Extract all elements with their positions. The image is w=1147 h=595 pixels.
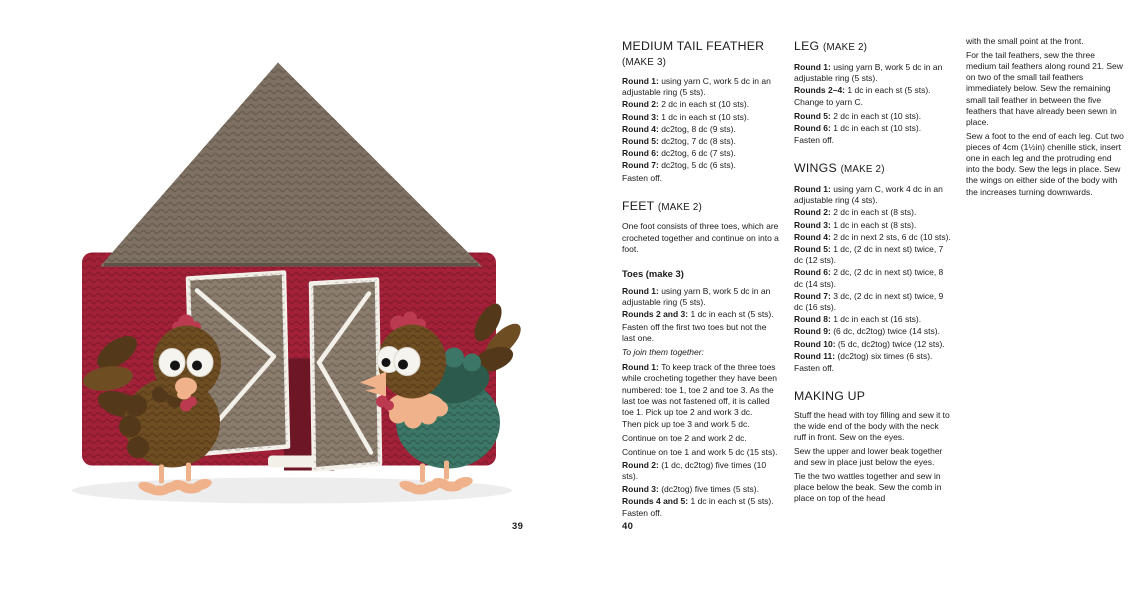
barn-illustration — [60, 58, 565, 513]
paragraph: Tie the two wattles together and sew in place below the beak. Sew the comb in place on top of the head — [794, 470, 942, 504]
paragraph: Fasten off. — [794, 135, 835, 146]
instruction-step: Round 6: 2 dc, (2 dc in next st) twice, 8 dc (14 sts). — [794, 267, 944, 289]
text-columns — [622, 36, 1124, 522]
instruction-step: Round 2: (1 dc, dc2tog) five times (10 sts). — [622, 460, 767, 482]
italic-note: To join them together: — [622, 347, 704, 358]
instruction-step: Round 3: (dc2tog) five times (5 sts). — [622, 483, 759, 494]
chicken-right-eyes — [377, 347, 420, 376]
paragraph: Sew the upper and lower beak together and sew in place just below the eyes. — [794, 445, 943, 467]
instruction-step: Round 3: 1 dc in each st (8 sts). — [794, 219, 917, 230]
section-heading: LEG (MAKE 2) — [794, 39, 868, 53]
instruction-step: Round 6: 1 dc in each st (10 sts). — [794, 123, 922, 134]
sub-heading: Toes (make 3) — [622, 267, 684, 279]
instruction-step: Round 2: 2 dc in each st (10 sts). — [622, 99, 750, 110]
section-heading: FEET (MAKE 2) — [622, 198, 702, 213]
paragraph: Fasten off. — [794, 362, 835, 373]
column-1 — [622, 36, 780, 522]
column-2 — [794, 36, 952, 522]
paragraph: Then pick up toe 3 and work 5 dc. — [622, 419, 750, 430]
left-page — [0, 0, 573, 595]
paragraph: with the small point at the front. — [966, 36, 1084, 46]
right-page — [573, 0, 1147, 595]
instruction-step: Round 3: 1 dc in each st (10 sts). — [622, 111, 750, 122]
instruction-step: Rounds 2 and 3: 1 dc in each st (5 sts). — [622, 309, 774, 320]
section-heading: WINGS (MAKE 2) — [794, 161, 885, 176]
barn-door-right — [311, 280, 380, 470]
column-3 — [966, 36, 1124, 522]
paragraph: Continue on toe 2 and work 2 dc. — [622, 432, 747, 443]
instruction-step: Round 11: (dc2tog) six times (6 sts). — [794, 350, 933, 361]
instruction-step: Round 7: dc2tog, 5 dc (6 sts). — [622, 160, 736, 171]
instruction-step: Round 4: dc2tog, 8 dc (9 sts). — [622, 123, 736, 134]
page-number-right: 40 — [622, 521, 634, 532]
paragraph: Sew a foot to the end of each leg. Cut two pieces of 4cm (1½in) chenille stick, insert one in each leg and the protruding end into the body. Sew the legs in place. Sew the wings on either side of the body with the increases turning downwards. — [966, 130, 1124, 197]
paragraph: For the tail feathers, sew the three medium tail feathers along round 21. Sew on two of the small tail feathers immediately below. Sew the remaining small tail feather in between the five feathers that have already been sewn in place. — [966, 49, 1123, 127]
instruction-step: Round 7: 3 dc, (2 dc in next st) twice, 9 dc (16 sts). — [794, 290, 944, 312]
instruction-step: Round 1: using yarn B, work 5 dc in an adjustable ring (5 sts). — [794, 61, 943, 83]
instruction-step: Rounds 2–4: 1 dc in each st (5 sts). — [794, 84, 931, 95]
barn-photo — [60, 58, 565, 513]
paragraph: Fasten off the first two toes but not the last one. — [622, 321, 767, 343]
instruction-step: Round 10: (5 dc, dc2tog) twice (12 sts). — [794, 338, 945, 349]
instruction-step: Round 5: dc2tog, 7 dc (8 sts). — [622, 136, 736, 147]
instruction-step: Round 5: 1 dc, (2 dc in next st) twice, 7 dc (12 sts). — [794, 243, 944, 266]
barn-roof — [100, 63, 482, 267]
instruction-step: Round 1: To keep track of the three toes while crocheting together they have been numbered: toe 1, toe 2 and toe 3. As the last toe was not fastened off, it is called toe 1. Pick up toe 2 and work 3 dc. — [622, 362, 777, 417]
instruction-step: Round 1: using yarn B, work 5 dc in an adjustable ring (5 sts). — [622, 285, 771, 308]
instruction-step: Round 4: 2 dc in next 2 sts, 6 dc (10 sts). — [794, 231, 951, 242]
instruction-step: Rounds 4 and 5: 1 dc in each st (5 sts). — [622, 495, 774, 506]
instruction-step: Round 1: using yarn C, work 5 dc in an adjustable ring (5 sts). — [622, 76, 771, 98]
section-heading: MAKING UP — [794, 389, 866, 404]
section-heading: MEDIUM TAIL FEATHER (MAKE 3) — [622, 39, 765, 68]
instruction-step: Round 1: using yarn C, work 4 dc in an adjustable ring (4 sts). — [794, 183, 943, 206]
paragraph: One foot consists of three toes, which are crocheted together and continue on into a foot. — [622, 221, 779, 254]
paragraph: Fasten off. — [622, 508, 663, 519]
instruction-step: Round 8: 1 dc in each st (16 sts). — [794, 314, 922, 325]
page-number-left: 39 — [512, 521, 524, 532]
instruction-step: Round 2: 2 dc in each st (8 sts). — [794, 207, 917, 218]
instruction-step: Round 6: dc2tog, 6 dc (7 sts). — [622, 148, 736, 159]
paragraph: Fasten off. — [622, 172, 663, 183]
instruction-step: Round 5: 2 dc in each st (10 sts). — [794, 110, 922, 121]
instruction-step: Round 9: (6 dc, dc2tog) twice (14 sts). — [794, 326, 940, 337]
paragraph: Stuff the head with toy filling and sew it to the wide end of the body with the neck ruff in front. Sew on the eyes. — [794, 409, 950, 443]
paragraph: Continue on toe 1 and work 5 dc (15 sts). — [622, 446, 778, 457]
paragraph: Change to yarn C. — [794, 97, 863, 108]
